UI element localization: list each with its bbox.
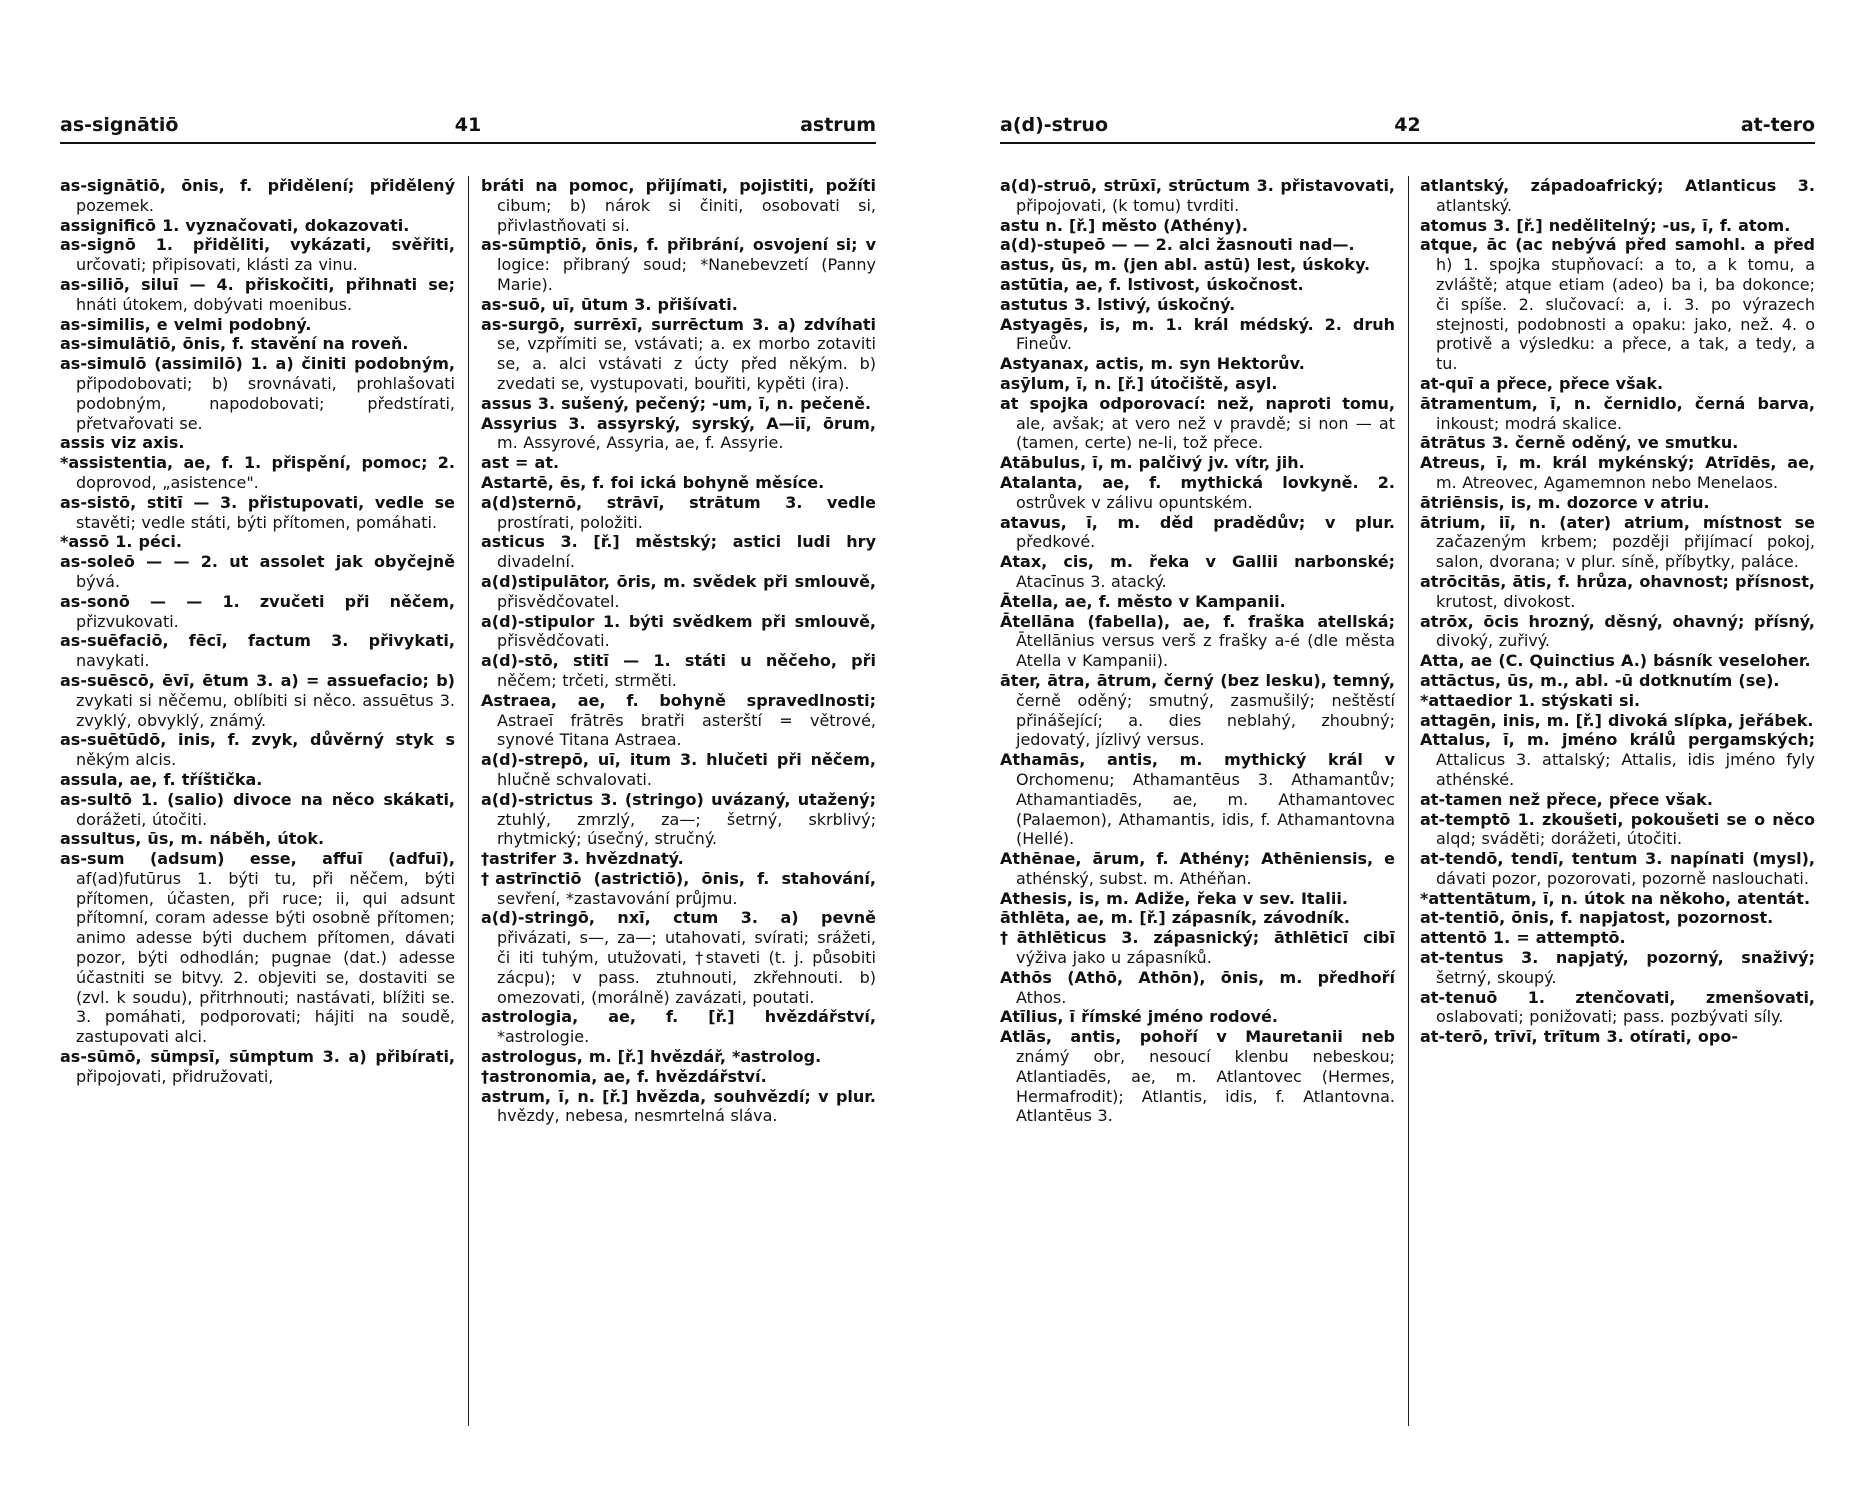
dictionary-entry: atomus 3. [ř.] nedělitelný; -us, ī, f. atom.	[1420, 215, 1791, 235]
column-right	[481, 176, 876, 1126]
dictionary-entry: Atīlius, ī římské jméno rodové.	[1000, 1007, 1278, 1027]
dictionary-entry: as-sonō — — 1. zvučeti při něčem, přizvukovati.	[60, 591, 455, 631]
dictionary-entry: Atābulus, ī, m. palčivý jv. vítr, jih.	[1000, 453, 1305, 473]
dictionary-entry: *assistentia, ae, f. 1. přispění, pomoc; 2. doprovod, „asistence".	[60, 453, 455, 492]
dictionary-entry: at-tenuō 1. ztenčovati, zmenšovati, oslabovati; ponižovati; pass. pozbývati síly.	[1420, 987, 1815, 1027]
dictionary-entry: as-siliō, siluī — 4. přiskočiti, přihnati se; hnáti útokem, dobývati moenibus.	[60, 274, 455, 314]
dictionary-entry: as-sum (adsum) esse, affuī (adfuī), af(ad)futūrus 1. býti tu, při něčem, býti přítomen, účasten, při ruce; ii, qui adsunt přítomní, coram adesse býti osobně přítomen; animo adesse býti duchem přítomen, dávati pozor, býti odhodlán; pugnae (dat.) adesse účastniti se bitvy. 2. objeviti se, dostaviti se (zvl. k soudu), přitrhnouti; nastávati, blížiti se. 3. pomáhati, podporovati; hájiti na soudě, zastupovati alci.	[60, 849, 455, 1047]
dictionary-entry: attagēn, inis, m. [ř.] divoká slípka, jeřábek.	[1420, 710, 1814, 730]
running-header	[60, 112, 876, 138]
column-right	[1420, 176, 1815, 1047]
dictionary-entry: astrologia, ae, f. [ř.] hvězdářství, *astrologie.	[481, 1007, 876, 1047]
dictionary-entry: as-similis, e velmi podobný.	[60, 314, 312, 334]
column-left	[1000, 176, 1395, 1126]
dictionary-entry: a(d)-stringō, nxī, ctum 3. a) pevně přivázati, s—, za—; utahovati, svírati; srážeti, či iti tuhým, utužovati, †staveti (t. j. působiti zácpu); v pass. ztuhnouti, zkřehnouti. b) omezovati, (morálně) zavázati, poutati.	[481, 908, 876, 1007]
dictionary-entry: as-sultō 1. (salio) divoce na něco skákati, dorážeti, útočiti.	[60, 789, 455, 829]
dictionary-entry: as-suēscō, ēvī, ētum 3. a) = assuefacio; b) zvykati si něčemu, oblíbiti si něco. assuētus 3. zvyklý, obvyklý, známý.	[60, 670, 455, 730]
header-rule	[1000, 142, 1815, 144]
dictionary-entry: Astartē, ēs, f. foi ická bohyně měsíce.	[481, 472, 825, 492]
dictionary-entry: a(d)stipulātor, ōris, m. svědek při smlouvě, přisvědčovatel.	[481, 571, 876, 611]
page-number: 41	[454, 114, 482, 136]
dictionary-entry: a(d)-stō, stitī — 1. státi u něčeho, při něčem; trčeti, strměti.	[481, 651, 876, 690]
header-last-word: astrum	[800, 114, 876, 136]
dictionary-entry: as-sistō, stitī — 3. přistupovati, vedle se stavěti; vedle státi, býti přítomen, pomáhati.	[60, 492, 455, 532]
dictionary-entry: as-suō, uī, ūtum 3. přišívati.	[481, 294, 738, 314]
running-header	[1000, 112, 1815, 138]
dictionary-entry: a(d)-stipulor 1. býti svědkem při smlouvě, přisvědčovati.	[481, 611, 876, 651]
page-number: 42	[1394, 114, 1421, 136]
dictionary-entry: a(d)-strepō, uī, itum 3. hlučeti při něčem, hlučně schvalovati.	[481, 750, 876, 789]
dictionary-entry: *assō 1. péci.	[60, 532, 182, 552]
dictionary-entry: as-soleō — — 2. ut assolet jak obyčejně bývá.	[60, 552, 455, 591]
dictionary-entry: as-simulātiō, ōnis, f. stavění na roveň.	[60, 334, 409, 354]
dictionary-entry: atrōx, ōcis hrozný, děsný, ohavný; přísný, divoký, zuřivý.	[1420, 611, 1815, 651]
dictionary-entry: †āthlēticus 3. zápasnický; āthlēticī cibī výživa jako u zápasníků.	[1000, 928, 1395, 968]
dictionary-entry: at-tentus 3. napjatý, pozorný, snaživý; šetrný, skoupý.	[1420, 948, 1815, 987]
dictionary-entry: āthlēta, ae, m. [ř.] zápasník, závodník.	[1000, 908, 1350, 928]
dictionary-entry: astūtia, ae, f. lstivost, úskočnost.	[1000, 274, 1304, 294]
dictionary-entry: āter, ātra, ātrum, černý (bez lesku), temný, černě oděný; smutný, zasmušilý; neštěstí přinášející; a. dies neblahý, zhoubný; jedovatý, jízlivý versus.	[1000, 670, 1395, 750]
dictionary-entry: as-sūmptiō, ōnis, f. přibrání, osvojení si; v logice: přibraný soud; *Nanebevzetí (Panny Marie).	[481, 235, 876, 294]
dictionary-entry: at-tamen než přece, přece však.	[1420, 789, 1713, 809]
dictionary-entry: *attaedior 1. stýskati si.	[1420, 690, 1641, 710]
dictionary-entry: Atax, cis, m. řeka v Gallii narbonské; Atacīnus 3. atacký.	[1000, 552, 1395, 591]
dictionary-entry: asȳlum, ī, n. [ř.] útočiště, asyl.	[1000, 373, 1278, 393]
dictionary-entry: atrōcitās, ātis, f. hrůza, ohavnost; přísnost, krutost, divokost.	[1420, 571, 1815, 611]
dictionary-entry: ast = at.	[481, 453, 560, 473]
dictionary-entry: as-surgō, surrēxī, surrēctum 3. a) zdvíhati se, vzpřímiti se, vstávati; a. ex morbo zotaviti se, a. alci vstávati z úcty před někým. b) zvedati se, vystupovati, bouřiti, kypěti (ira).	[481, 314, 876, 393]
dictionary-page-right	[1000, 0, 1815, 1500]
dictionary-page-left	[60, 0, 876, 1500]
dictionary-entry: Atalanta, ae, f. mythická lovkyně. 2. ostrůvek v zálivu opuntském.	[1000, 472, 1395, 512]
dictionary-entry: †astrifer 3. hvězdnatý.	[481, 849, 684, 869]
dictionary-entry: Atreus, ī, m. král mykénský; Atrīdēs, ae, m. Atreovec, Agamemnon nebo Menelaos.	[1420, 453, 1815, 492]
dictionary-entry: *attentātum, ī, n. útok na někoho, atentát.	[1420, 888, 1811, 908]
dictionary-entry: Athamās, antis, m. mythický král v Orchomenu; Athamantēus 3. Athamantův; Athamantiadēs, ae, m. Athamantovec (Palaemon), Athamantis, idis, f. Athamantovna (Hellé).	[1000, 750, 1395, 849]
dictionary-entry: as-suētūdō, inis, f. zvyk, důvěrný styk s někým alcis.	[60, 730, 455, 770]
dictionary-entry: at-temptō 1. zkoušeti, pokoušeti se o něco alqd; sváděti; dorážeti, útočiti.	[1420, 809, 1815, 849]
dictionary-entry: Astyanax, actis, m. syn Hektorův.	[1000, 354, 1305, 374]
dictionary-entry: attāctus, ūs, m., abl. -ū dotknutím (se).	[1420, 670, 1780, 690]
dictionary-entry: Astraea, ae, f. bohyně spravedlnosti; Astraeī frātrēs bratři asterští = větrové, synové Titana Astraea.	[481, 690, 876, 750]
dictionary-entry: at-tentiō, ōnis, f. napjatost, pozornost.	[1420, 908, 1774, 928]
dictionary-entry: astrologus, m. [ř.] hvězdář, *astrolog.	[481, 1047, 822, 1067]
dictionary-entry: ātrium, iī, n. (ater) atrium, místnost se začazeným krbem; později přijímací pokoj, salon, dvorana; v plur. síně, příbytky, paláce.	[1420, 512, 1815, 572]
dictionary-entry: as-simulō (assimilō) 1. a) činiti podobným, připodobovati; b) srovnávati, prohlašovati podobným, napodobovati; předstírati, přetvařovati se.	[60, 354, 455, 433]
dictionary-entry: a(d)-struō, strūxī, strūctum 3. přistavovati, připojovati, (k tomu) tvrditi.	[1000, 176, 1395, 215]
dictionary-entry: ātrātus 3. černě oděný, ve smutku.	[1420, 433, 1739, 453]
dictionary-entry: bráti na pomoc, přijímati, pojistiti, požíti cibum; b) nárok si činiti, osobovati si, přivlastňovati si.	[481, 176, 876, 235]
dictionary-entry: a(d)-stupeō — — 2. alci žasnouti nad—.	[1000, 235, 1355, 255]
dictionary-entry: at-tendō, tendī, tentum 3. napínati (mysl), dávati pozor, pozorovati, pozorně naslouchati.	[1420, 849, 1815, 888]
header-first-word: a(d)-struo	[1000, 114, 1109, 136]
dictionary-entry: as-suēfaciō, fēcī, factum 3. přivykati, navykati.	[60, 631, 455, 671]
dictionary-entry: at spojka odporovací: než, naproti tomu, ale, avšak; at vero než v pravdě; si non — at (tamen, certe) ne-li, tož přece.	[1000, 393, 1395, 453]
header-first-word: as-signātiō	[60, 114, 179, 136]
header-last-word: at-tero	[1740, 114, 1815, 136]
dictionary-entry: Ātella, ae, f. město v Kampanii.	[1000, 591, 1286, 611]
dictionary-entry: assultus, ūs, m. náběh, útok.	[60, 829, 325, 849]
dictionary-entry: atlantský, západoafrický; Atlanticus 3. atlantský.	[1420, 176, 1815, 215]
dictionary-entry: attentō 1. = attemptō.	[1420, 928, 1626, 948]
dictionary-entry: assis viz axis.	[60, 433, 185, 453]
dictionary-entry: Athēnae, ārum, f. Athény; Athēniensis, e athénský, subst. m. Athéňan.	[1000, 849, 1395, 888]
dictionary-entry: as-signō 1. přiděliti, vykázati, svěřiti, určovati; připisovati, klásti za vinu.	[60, 235, 455, 275]
dictionary-entry: Athōs (Athō, Athōn), ōnis, m. předhoří Athos.	[1000, 967, 1395, 1007]
column-left	[60, 176, 455, 1087]
dictionary-entry: assus 3. sušený, pečený; -um, ī, n. pečeně.	[481, 393, 872, 413]
dictionary-entry: Ātellāna (fabella), ae, f. fraška atellská; Ātellānius versus verš z frašky a-é (dle města Atella v Kampanii).	[1000, 611, 1395, 671]
dictionary-entry: assignificō 1. vyznačovati, dokazovati.	[60, 215, 410, 235]
dictionary-entry: astutus 3. lstivý, úskočný.	[1000, 294, 1236, 314]
dictionary-entry: astus, ūs, m. (jen abl. astū) lest, úskoky.	[1000, 255, 1371, 275]
dictionary-entry: as-signātiō, ōnis, f. přidělení; přidělený pozemek.	[60, 176, 455, 215]
dictionary-entry: Atta, ae (C. Quinctius A.) básník veseloher.	[1420, 651, 1811, 671]
dictionary-entry: Astyagēs, is, m. 1. král médský. 2. druh Fineův.	[1000, 314, 1395, 354]
dictionary-entry: atavus, ī, m. děd pradědův; v plur. předkové.	[1000, 512, 1395, 552]
dictionary-entry: †astronomia, ae, f. hvězdářství.	[481, 1066, 767, 1086]
dictionary-entry: Athesis, is, m. Adiže, řeka v sev. Italii.	[1000, 888, 1348, 908]
dictionary-entry: as-sūmō, sūmpsī, sūmptum 3. a) přibírati, připojovati, přidružovati,	[60, 1047, 455, 1086]
dictionary-entry: Attalus, ī, m. jméno králů pergamských; Attalicus 3. attalský; Attalis, idis jméno fyly athénské.	[1420, 730, 1815, 789]
dictionary-entry: astrum, ī, n. [ř.] hvězda, souhvězdí; v plur. hvězdy, nebesa, nesmrtelná sláva.	[481, 1086, 876, 1126]
dictionary-entry: †astrīnctiō (astrictiō), ōnis, f. stahování, sevření, *zastavování průjmu.	[481, 868, 876, 908]
dictionary-entry: assula, ae, f. tříštička.	[60, 769, 263, 789]
dictionary-entry: Atlās, antis, pohoří v Mauretanii neb známý obr, nesoucí klenbu nebeskou; Atlantiadēs, ae, m. Atlantovec (Hermes, Hermafrodit); Atlantis, idis, f. Atlantovna. Atlantēus 3.	[1000, 1027, 1395, 1126]
dictionary-entry: a(d)-strictus 3. (stringo) uvázaný, utažený; ztuhlý, zmrzlý, za—; šetrný, skrblivý; rhytmický; úsečný, stručný.	[481, 789, 876, 849]
column-divider	[468, 176, 469, 1426]
dictionary-entry: atque, āc (ac nebývá před samohl. a před h) 1. spojka stupňovací: a to, a k tomu, a zvláště; atque etiam (adeo) ba i, ba dokonce; či spíše. 2. slučovací: a, i. 3. po výrazech stejnosti, podobnosti a opaku: jako, než. 4. o protivě a výsledku: a přece, a tak, a tedy, a tu.	[1420, 235, 1815, 374]
dictionary-entry: ātriēnsis, is, m. dozorce v atriu.	[1420, 492, 1710, 512]
dictionary-entry: at-terō, trīvī, trītum 3. otírati, opo-	[1420, 1027, 1738, 1047]
column-divider	[1408, 176, 1409, 1426]
dictionary-entry: a(d)sternō, strāvī, strātum 3. vedle prostírati, položiti.	[481, 492, 876, 532]
dictionary-entry: Assyrius 3. assyrský, syrský, A—iī, ōrum, m. Assyrové, Assyria, ae, f. Assyrie.	[481, 413, 876, 453]
header-rule	[60, 142, 876, 144]
dictionary-entry: ātramentum, ī, n. černidlo, černá barva, inkoust; modrá skalice.	[1420, 393, 1815, 433]
dictionary-entry: astu n. [ř.] město (Athény).	[1000, 215, 1248, 235]
dictionary-entry: asticus 3. [ř.] městský; astici ludi hry divadelní.	[481, 532, 876, 572]
dictionary-entry: at-quī a přece, přece však.	[1420, 373, 1664, 393]
